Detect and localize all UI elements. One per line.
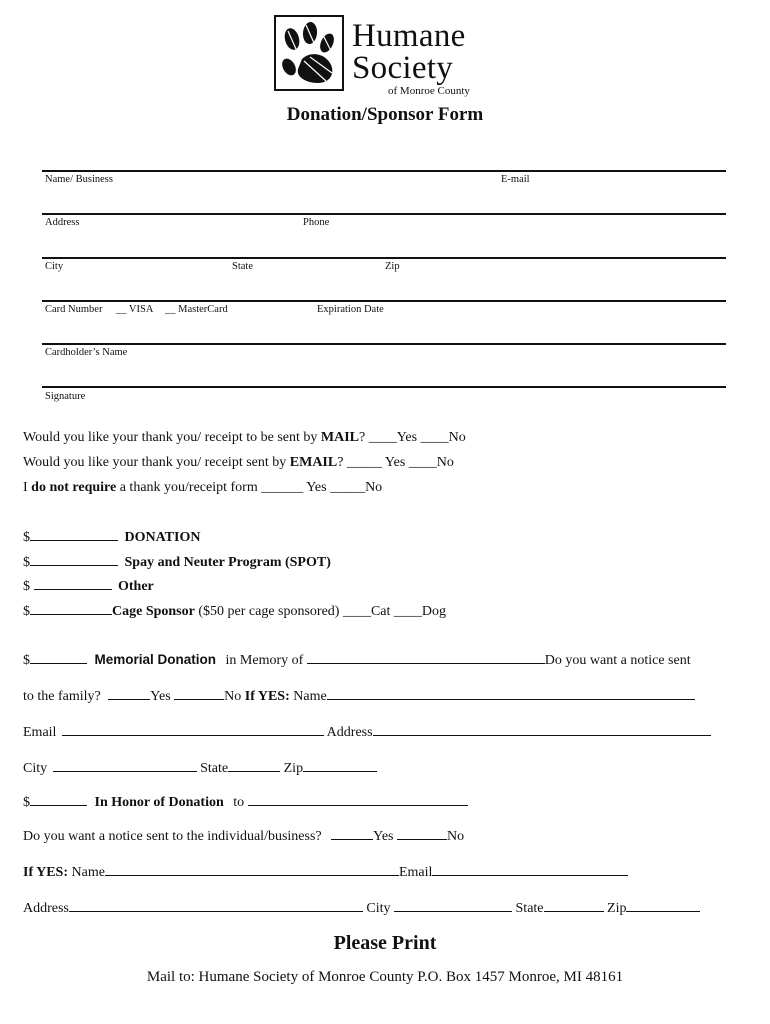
memorial-zip-blank[interactable] — [303, 759, 377, 772]
dollar-sign: $ — [23, 579, 30, 594]
in-memory-label: in Memory of — [225, 653, 304, 668]
name-label: Name — [71, 865, 105, 880]
address-label: Address — [23, 901, 69, 916]
memorial-row[interactable] — [23, 651, 691, 669]
if-yes-label: If YES: — [244, 689, 290, 704]
label-email: E-mail — [501, 174, 530, 185]
q1-bold: MAIL — [320, 430, 359, 445]
field-line-address[interactable] — [42, 213, 726, 215]
please-print-heading: Please Print — [333, 932, 437, 954]
label-card-number: Card Number — [45, 304, 103, 315]
memorial-email-row[interactable] — [23, 723, 711, 741]
q2-text: Would you like your thank you/ receipt sent by — [23, 455, 290, 470]
label-address: Address — [45, 217, 80, 228]
memorial-recipient-name-blank[interactable] — [327, 687, 695, 700]
honor-address-row[interactable] — [23, 899, 700, 917]
q2-options: ? _____ Yes ____No — [337, 455, 454, 470]
no-label: No — [447, 829, 465, 844]
other-amount-blank[interactable] — [34, 577, 112, 590]
q3-text: I — [23, 480, 32, 495]
memorial-yes-blank[interactable] — [108, 687, 150, 700]
honor-email-blank[interactable] — [432, 863, 628, 876]
cage-label: Cage Sponsor — [112, 604, 195, 619]
label-city: City — [45, 261, 64, 272]
memorial-amount-blank[interactable] — [30, 651, 87, 664]
mail-to-address: Mail to: Humane Society of Monroe County P.O. Box 1457 Monroe, MI 48161 — [146, 969, 624, 985]
honor-amount-blank[interactable] — [30, 793, 87, 806]
honor-yes-blank[interactable] — [331, 827, 373, 840]
memorial-state-blank[interactable] — [228, 759, 280, 772]
spot-label: Spay and Neuter Program (SPOT) — [124, 555, 331, 570]
dollar-sign: $ — [23, 530, 30, 545]
cage-amount-blank[interactable] — [30, 602, 112, 615]
form-title: Donation/Sponsor Form — [286, 104, 484, 125]
cage-row[interactable] — [23, 602, 446, 620]
label-phone: Phone — [303, 217, 330, 228]
q1-options: ? ____Yes ____No — [359, 430, 466, 445]
honor-notice-row[interactable] — [23, 827, 464, 845]
city-label: City — [23, 761, 48, 776]
label-name-business: Name/ Business — [45, 174, 113, 185]
honor-name-blank[interactable] — [248, 793, 468, 806]
donation-label: DONATION — [124, 530, 201, 545]
yes-label: Yes — [150, 689, 171, 704]
dollar-sign: $ — [23, 555, 30, 570]
field-line-cardholder[interactable] — [42, 343, 726, 345]
memorial-email-blank[interactable] — [62, 723, 324, 736]
spot-amount-blank[interactable] — [30, 553, 118, 566]
honor-no-blank[interactable] — [397, 827, 447, 840]
q2-bold: EMAIL — [289, 455, 338, 470]
spot-row[interactable] — [23, 553, 331, 571]
if-yes-label: If YES: — [23, 865, 68, 880]
option-mastercard[interactable]: __ MasterCard — [165, 304, 228, 315]
other-row[interactable] — [23, 577, 154, 595]
cage-options: ($50 per cage sponsored) ____Cat ____Dog — [194, 604, 447, 619]
zip-label: Zip — [283, 761, 304, 776]
honor-name-row[interactable] — [23, 863, 628, 881]
honor-zip-blank[interactable] — [626, 899, 700, 912]
field-line-city[interactable] — [42, 257, 726, 259]
family-label: to the family? — [23, 689, 101, 704]
city-label: City — [366, 901, 391, 916]
honor-recipient-name-blank[interactable] — [105, 863, 399, 876]
memorial-family-row[interactable] — [23, 687, 695, 705]
honor-notice-question: Do you want a notice sent to the individual/business? — [23, 829, 322, 844]
q1-text: Would you like your thank you/ receipt to be sent by — [23, 430, 321, 445]
q3-options: a thank you/receipt form ______ Yes _____No — [116, 480, 383, 495]
label-signature: Signature — [45, 391, 86, 402]
no-label: No — [224, 689, 242, 704]
honor-label: In Honor of Donation — [94, 795, 224, 810]
receipt-none-question[interactable] — [23, 480, 382, 496]
donation-amount-blank[interactable] — [30, 528, 118, 541]
memorial-address-blank[interactable] — [373, 723, 711, 736]
state-label: State — [200, 761, 229, 776]
state-label: State — [515, 901, 544, 916]
email-label: Email — [23, 725, 57, 740]
yes-label: Yes — [373, 829, 394, 844]
label-cardholder: Cardholder’s Name — [45, 347, 128, 358]
name-label: Name — [293, 689, 327, 704]
logo-word-humane: Humane — [352, 18, 466, 54]
memorial-name-blank[interactable] — [307, 651, 545, 664]
field-line-card[interactable] — [42, 300, 726, 302]
honor-city-blank[interactable] — [394, 899, 512, 912]
memorial-city-row[interactable] — [23, 759, 377, 777]
to-label: to — [233, 795, 245, 810]
honor-row[interactable] — [23, 793, 468, 811]
q3-bold: do not require — [31, 480, 117, 495]
memorial-notice-question: Do you want a notice sent — [544, 653, 691, 668]
email-label: Email — [398, 865, 433, 880]
field-line-name[interactable] — [42, 170, 726, 172]
label-state: State — [232, 261, 253, 272]
zip-label: Zip — [607, 901, 627, 916]
donation-row[interactable] — [23, 528, 200, 546]
honor-address-blank[interactable] — [69, 899, 363, 912]
label-zip: Zip — [385, 261, 400, 272]
memorial-no-blank[interactable] — [174, 687, 224, 700]
logo-subtitle: of Monroe County — [388, 85, 470, 97]
field-line-signature[interactable] — [42, 386, 726, 388]
dollar-sign: $ — [23, 795, 30, 810]
receipt-email-question[interactable] — [23, 455, 454, 471]
paw-print-icon — [280, 21, 340, 87]
dollar-sign: $ — [23, 653, 30, 668]
label-expiration: Expiration Date — [317, 304, 384, 315]
logo-word-society: Society — [352, 50, 454, 86]
address-label: Address — [326, 725, 373, 740]
memorial-label: Memorial Donation — [94, 652, 217, 667]
receipt-mail-question[interactable] — [23, 430, 466, 446]
dollar-sign: $ — [23, 604, 30, 619]
option-visa[interactable]: __ VISA — [116, 304, 154, 315]
other-label: Other — [118, 579, 154, 594]
honor-state-blank[interactable] — [544, 899, 604, 912]
memorial-city-blank[interactable] — [53, 759, 197, 772]
logo-paw-box — [274, 15, 344, 91]
